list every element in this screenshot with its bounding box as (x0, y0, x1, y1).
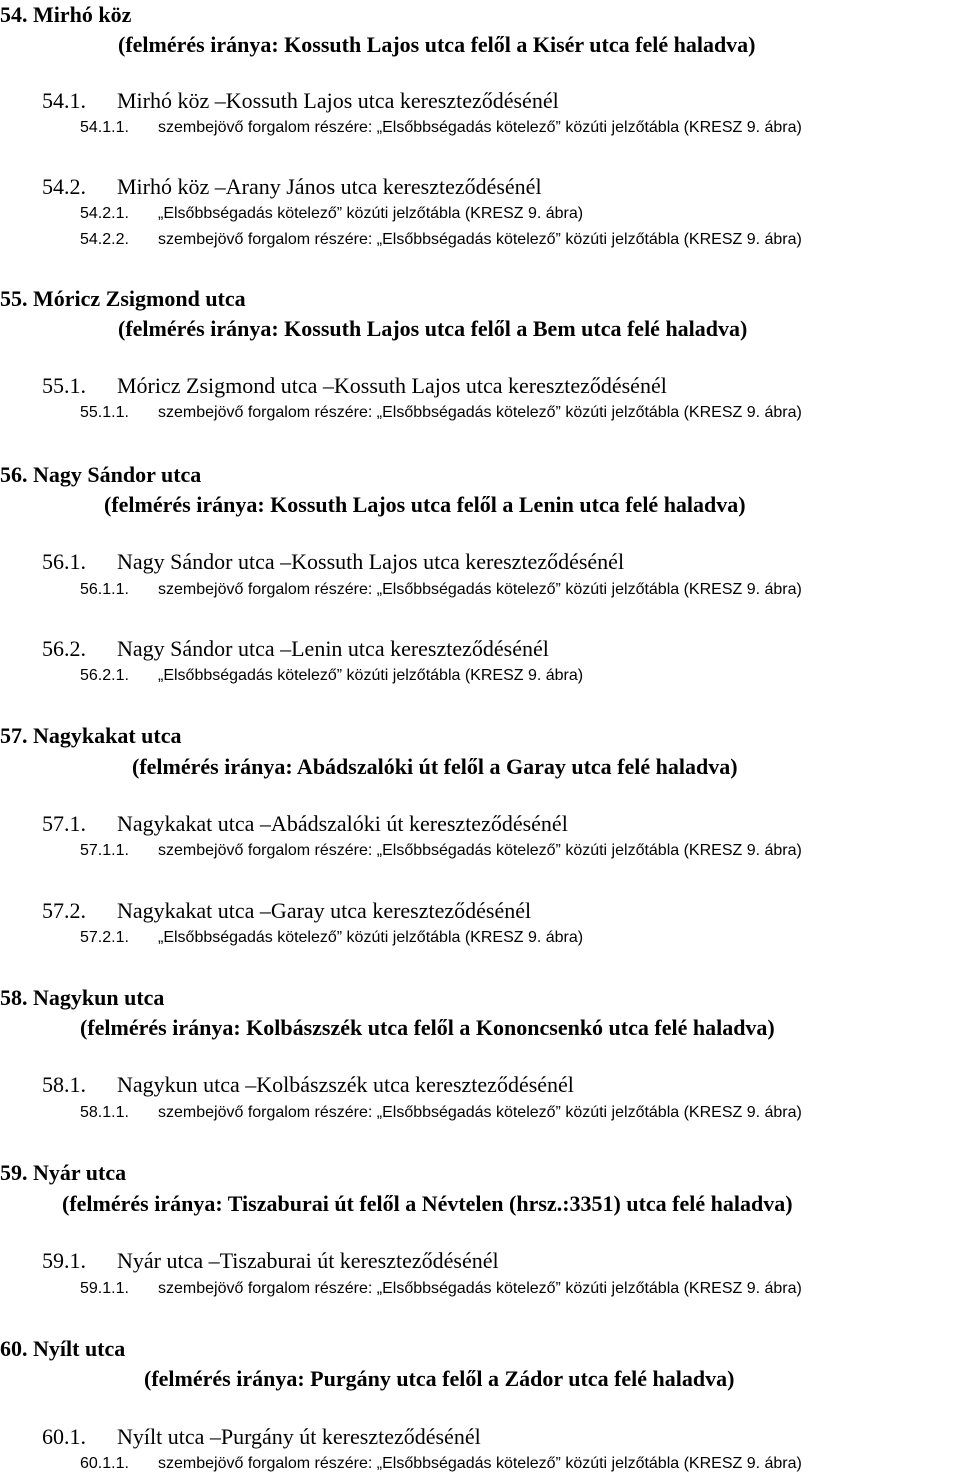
subsection-text: Mirhó köz –Kossuth Lajos utca kereszteződésénél (117, 88, 559, 113)
section-title: 56. Nagy Sándor utca (0, 462, 202, 487)
list-item (80, 1281, 802, 1297)
section-title: 60. Nyílt utca (0, 1336, 126, 1361)
section-direction: (felmérés iránya: Kolbászszék utca felől a Kononcsenkó utca felé haladva) (80, 1015, 775, 1040)
item-number: 59.1.1. (80, 1280, 129, 1297)
subsection-heading (42, 176, 542, 198)
subsection-number: 57.2. (42, 898, 86, 923)
subsection-text: Mirhó köz –Arany János utca kereszteződésénél (117, 174, 542, 199)
item-text: szembejövő forgalom részére: „Elsőbbségadás kötelező” közúti jelzőtábla (KRESZ 9. ábra) (158, 404, 802, 421)
list-item (80, 405, 802, 421)
subsection-text: Nyár utca –Tiszaburai út kereszteződésénél (117, 1248, 499, 1273)
section-direction: (felmérés iránya: Purgány utca felől a Zádor utca felé haladva) (144, 1366, 735, 1391)
list-item (80, 668, 583, 684)
subsection-text: Nyílt utca –Purgány út kereszteződésénél (117, 1424, 481, 1449)
subsection-number: 60.1. (42, 1424, 86, 1449)
item-text: szembejövő forgalom részére: „Elsőbbségadás kötelező” közúti jelzőtábla (KRESZ 9. ábra) (158, 1280, 802, 1297)
subsection-text: Nagykakat utca –Garay utca kereszteződésénél (117, 898, 532, 923)
item-text: szembejövő forgalom részére: „Elsőbbségadás kötelező” közúti jelzőtábla (KRESZ 9. ábra) (158, 1455, 802, 1472)
item-number: 54.2.2. (80, 231, 129, 248)
subsection-text: Nagy Sándor utca –Kossuth Lajos utca kereszteződésénél (117, 549, 625, 574)
section-direction: (felmérés iránya: Kossuth Lajos utca felől a Lenin utca felé haladva) (104, 492, 746, 517)
list-item (80, 930, 583, 946)
item-text: szembejövő forgalom részére: „Elsőbbségadás kötelező” közúti jelzőtábla (KRESZ 9. ábra) (158, 1104, 802, 1121)
item-number: 56.2.1. (80, 667, 129, 684)
subsection-text: Nagykun utca –Kolbászszék utca kereszteződésénél (117, 1072, 574, 1097)
section-direction: (felmérés iránya: Tiszaburai út felől a Névtelen (hrsz.:3351) utca felé haladva) (62, 1191, 793, 1216)
item-number: 55.1.1. (80, 404, 129, 421)
section-title: 57. Nagykakat utca (0, 723, 182, 748)
subsection-number: 57.1. (42, 811, 86, 836)
subsection-heading (42, 1074, 574, 1096)
subsection-text: Móricz Zsigmond utca –Kossuth Lajos utca kereszteződésénél (117, 373, 667, 398)
subsection-number: 59.1. (42, 1248, 86, 1273)
item-number: 58.1.1. (80, 1104, 129, 1121)
subsection-number: 55.1. (42, 373, 86, 398)
subsection-heading (42, 375, 667, 397)
section-title: 55. Móricz Zsigmond utca (0, 286, 246, 311)
item-text: „Elsőbbségadás kötelező” közúti jelzőtábla (KRESZ 9. ábra) (158, 929, 584, 946)
item-number: 56.1.1. (80, 581, 129, 598)
section-title: 54. Mirhó köz (0, 2, 132, 27)
subsection-heading (42, 900, 531, 922)
item-number: 54.2.1. (80, 205, 129, 222)
item-number: 54.1.1. (80, 119, 129, 136)
subsection-text: Nagy Sándor utca –Lenin utca kereszteződésénél (117, 636, 549, 661)
list-item (80, 1105, 802, 1121)
subsection-number: 58.1. (42, 1072, 86, 1097)
item-number: 60.1.1. (80, 1455, 129, 1472)
subsection-heading (42, 638, 549, 660)
subsection-heading (42, 813, 568, 835)
list-item (80, 120, 802, 136)
item-number: 57.1.1. (80, 842, 129, 859)
list-item (80, 232, 802, 248)
list-item (80, 206, 583, 222)
subsection-heading (42, 551, 624, 573)
subsection-text: Nagykakat utca –Abádszalóki út kereszteződésénél (117, 811, 568, 836)
list-item (80, 1456, 802, 1472)
subsection-heading (42, 1426, 481, 1448)
list-item (80, 582, 802, 598)
subsection-heading (42, 90, 559, 112)
section-title: 58. Nagykun utca (0, 985, 165, 1010)
item-text: szembejövő forgalom részére: „Elsőbbségadás kötelező” közúti jelzőtábla (KRESZ 9. ábra) (158, 842, 802, 859)
item-text: „Elsőbbségadás kötelező” közúti jelzőtábla (KRESZ 9. ábra) (158, 205, 584, 222)
subsection-number: 54.1. (42, 88, 86, 113)
subsection-number: 54.2. (42, 174, 86, 199)
section-direction: (felmérés iránya: Abádszalóki út felől a Garay utca felé haladva) (132, 754, 738, 779)
subsection-heading (42, 1250, 499, 1272)
list-item (80, 843, 802, 859)
subsection-number: 56.1. (42, 549, 86, 574)
item-text: szembejövő forgalom részére: „Elsőbbségadás kötelező” közúti jelzőtábla (KRESZ 9. ábra) (158, 231, 802, 248)
section-direction: (felmérés iránya: Kossuth Lajos utca felől a Kisér utca felé haladva) (118, 32, 756, 57)
item-text: „Elsőbbségadás kötelező” közúti jelzőtábla (KRESZ 9. ábra) (158, 667, 584, 684)
subsection-number: 56.2. (42, 636, 86, 661)
section-title: 59. Nyár utca (0, 1160, 127, 1185)
item-number: 57.2.1. (80, 929, 129, 946)
section-direction: (felmérés iránya: Kossuth Lajos utca felől a Bem utca felé haladva) (118, 316, 748, 341)
item-text: szembejövő forgalom részére: „Elsőbbségadás kötelező” közúti jelzőtábla (KRESZ 9. ábra) (158, 581, 802, 598)
item-text: szembejövő forgalom részére: „Elsőbbségadás kötelező” közúti jelzőtábla (KRESZ 9. ábra) (158, 119, 802, 136)
